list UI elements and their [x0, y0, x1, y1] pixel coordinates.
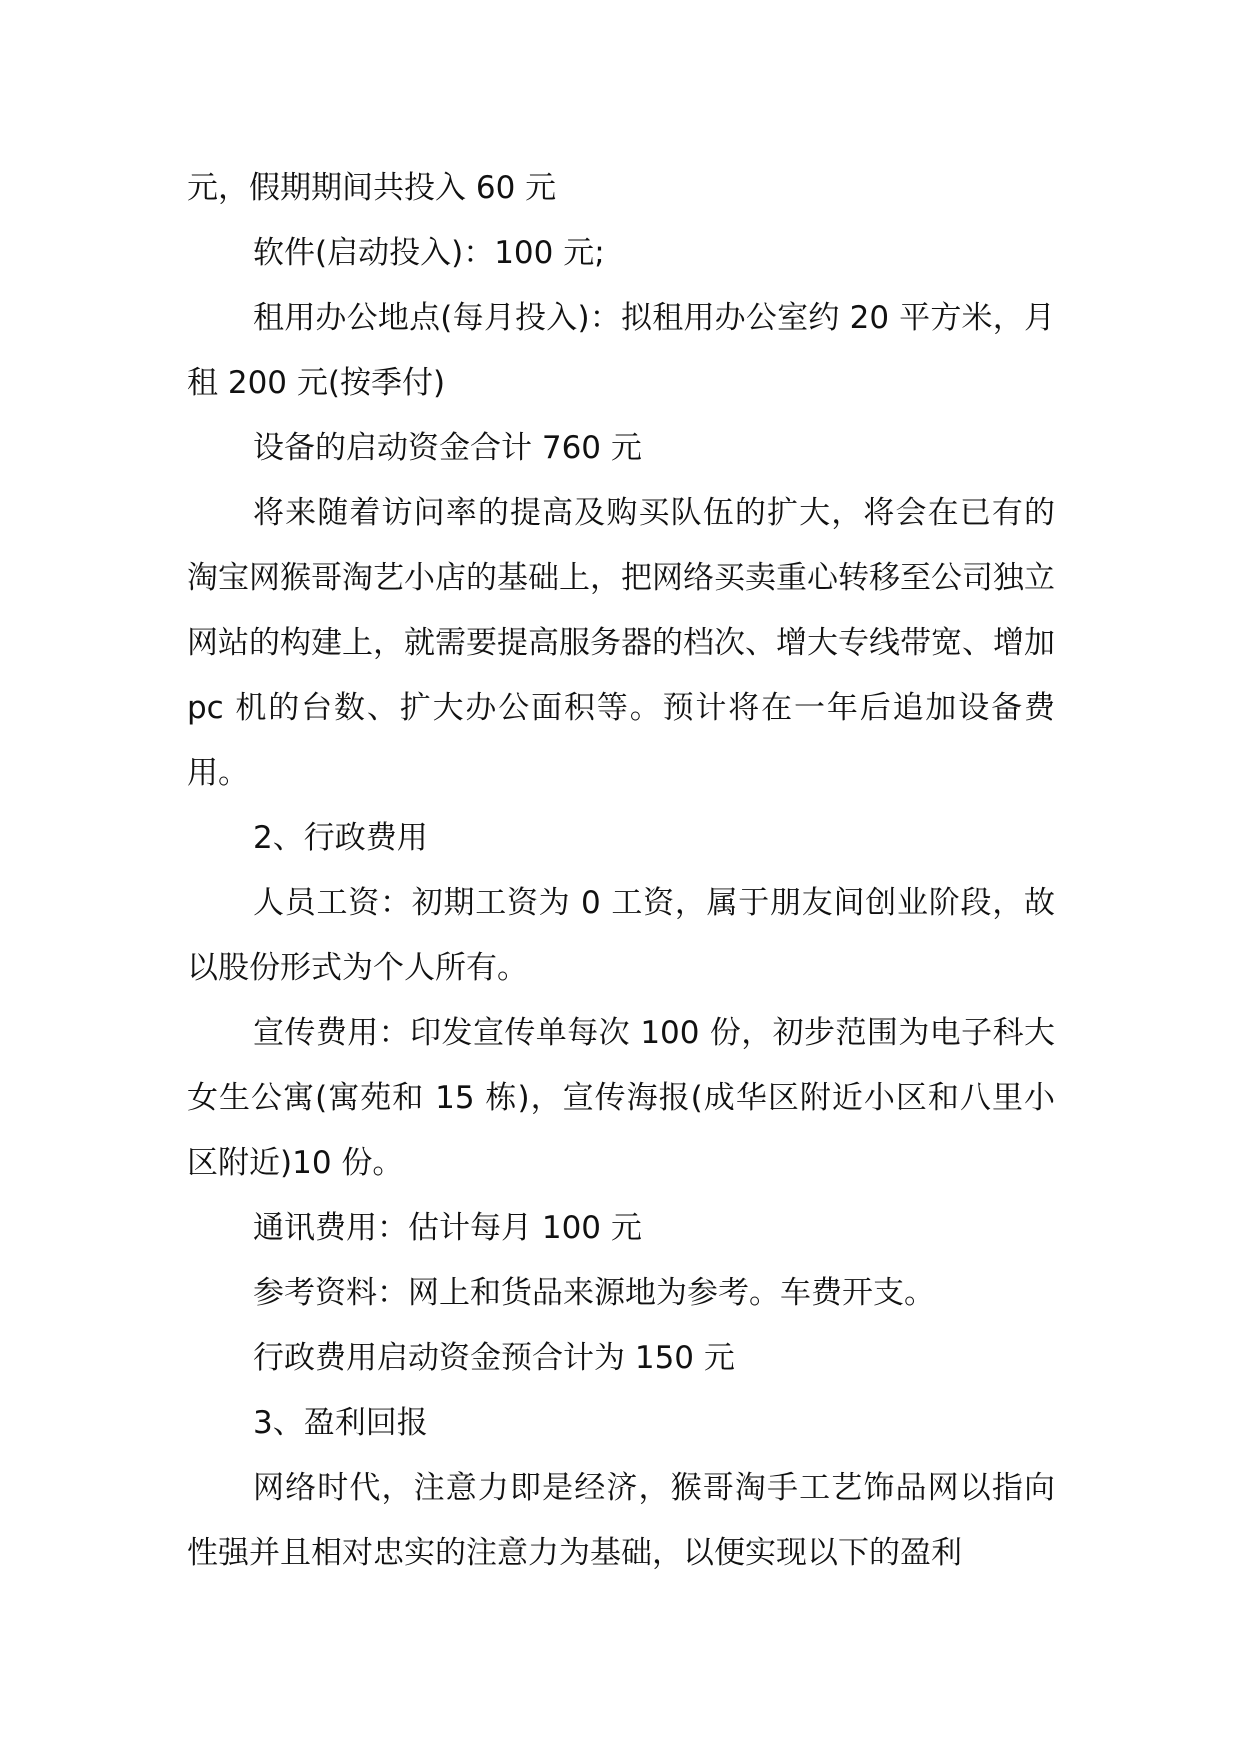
paragraph-reference-materials: 参考资料：网上和货品来源地为参考。车费开支。: [253, 1275, 935, 1311]
paragraph-publicity-costs: 宣传费用：印发宣传单每次 100 份，初步范围为电子科大女生公寓(寓苑和 15 栋)，宣传海报(成华区附近小区和八里小区附近)10 份。: [187, 1015, 1055, 1181]
paragraph-profit-intro: 网络时代，注意力即是经济，猴哥淘手工艺饰品网以指向性强并且相对忠实的注意力为基础，以便实现以下的盈利: [187, 1470, 1055, 1571]
paragraph-investment-total: 元，假期期间共投入 60 元: [187, 170, 557, 206]
document-body: [187, 156, 1055, 1586]
paragraph-admin-total: 行政费用启动资金预合计为 150 元: [253, 1340, 735, 1376]
paragraph-future-expansion: 将来随着访问率的提高及购买队伍的扩大，将会在已有的淘宝网猴哥淘艺小店的基础上，把网络买卖重心转移至公司独立网站的构建上，就需要提高服务器的档次、增大专线带宽、增加 pc 机的台数、扩大办公面积等。预计将在一年后追加设备费用。: [187, 495, 1055, 791]
paragraph-communication-costs: 通讯费用：估计每月 100 元: [253, 1210, 642, 1246]
section-heading-admin-costs: 2、行政费用: [253, 820, 428, 856]
section-heading-profit-return: 3、盈利回报: [253, 1405, 428, 1441]
paragraph-staff-salary: 人员工资：初期工资为 0 工资，属于朋友间创业阶段，故以股份形式为个人所有。: [187, 885, 1055, 986]
paragraph-equipment-total: 设备的启动资金合计 760 元: [253, 430, 642, 466]
paragraph-software-cost: 软件(启动投入)：100 元;: [253, 235, 605, 271]
paragraph-office-rent: 租用办公地点(每月投入)：拟租用办公室约 20 平方米，月租 200 元(按季付): [187, 300, 1055, 401]
